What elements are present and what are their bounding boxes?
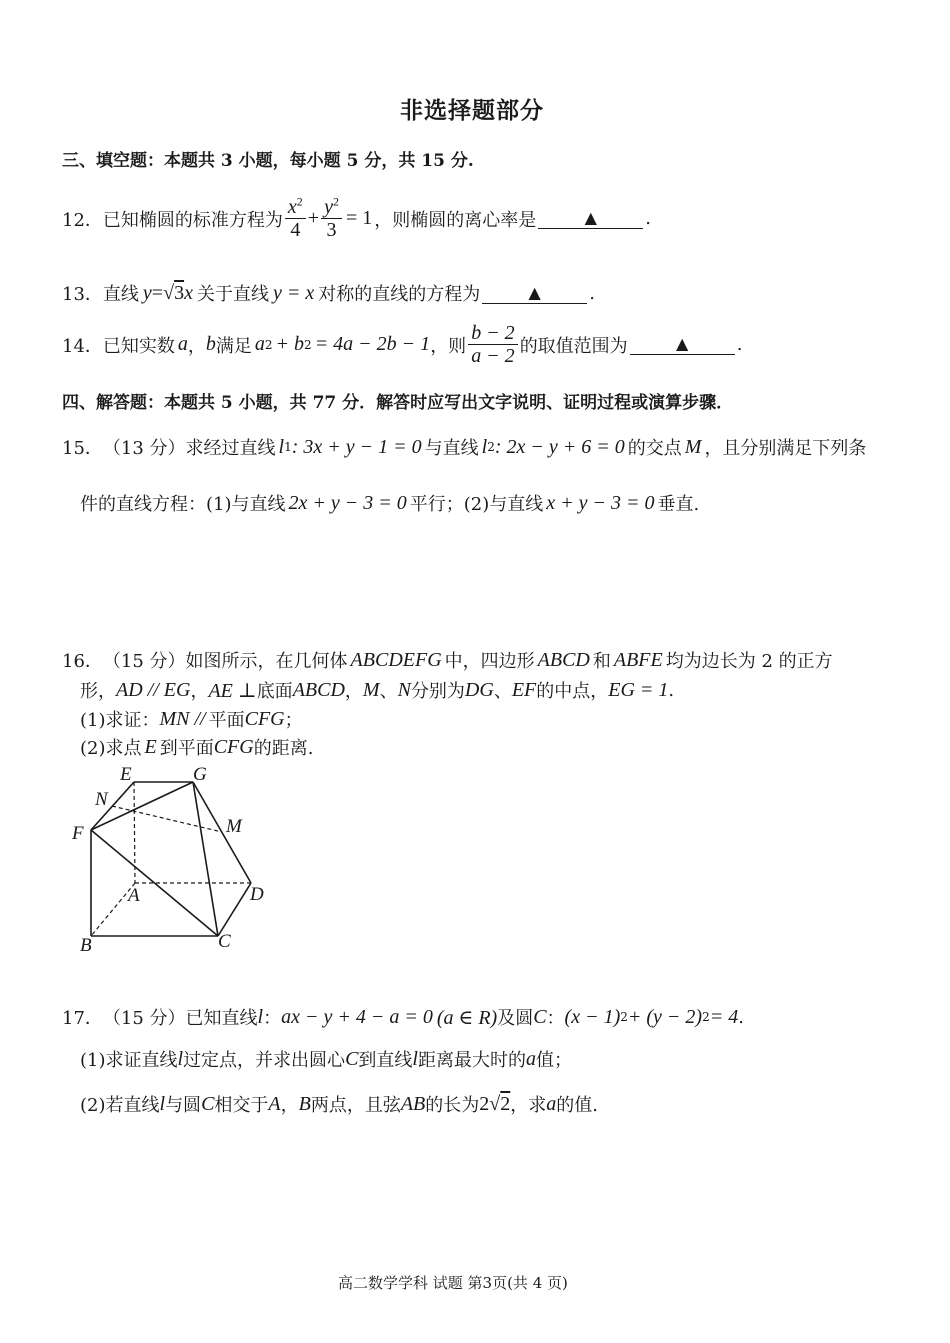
q15-line2-text-a: 件的直线方程：(1)与直线 — [80, 494, 286, 515]
q17-end: . — [738, 1006, 744, 1028]
q17-p2-l: l — [159, 1092, 166, 1115]
q15-text-d: ，且分别满足下列条 — [704, 438, 867, 459]
q17-p2-B: B — [298, 1092, 311, 1115]
q17-text-d: ： — [546, 1008, 565, 1029]
q17-score: （15 分） — [102, 1008, 186, 1029]
q17-p1-C: C — [345, 1047, 359, 1070]
q17-p1-a: (1)求证直线 — [80, 1050, 178, 1071]
q16-score: （15 分） — [102, 651, 186, 672]
geometry-figure — [60, 760, 280, 960]
q12-text-b: ，则椭圆的离心率是 — [374, 209, 537, 231]
label-C: C — [218, 931, 231, 952]
q14-frac-num: b − 2 — [471, 322, 515, 344]
question-17-part-1 — [80, 1046, 572, 1072]
q15-text-a: 求经过直线 — [185, 438, 276, 459]
q17-p2-len-pre: 2 — [479, 1092, 490, 1115]
q16-l2-a: 形， — [80, 681, 116, 702]
label-A: A — [128, 885, 140, 906]
q14-answer-blank[interactable]: ▲ — [630, 334, 735, 355]
q12-eq: = 1 — [345, 207, 373, 229]
q16-l2-h: 的中点， — [536, 681, 609, 702]
q12-frac-x — [285, 196, 306, 241]
section-3-heading: 三、填空题：本题共 3 小题，每小题 5 分，共 15 分. — [62, 151, 474, 171]
q12-plus: + — [307, 207, 320, 229]
q16-p1-b: 平面 — [208, 710, 245, 731]
q14-cond-b: + b — [275, 333, 305, 355]
q16-p1-expr: MN // — [159, 707, 206, 730]
q12-den-4: 4 — [290, 219, 301, 241]
question-17-line-1: 17． （15 分） 已知直线 l ： ax − y + 4 − a = 0 (a ∈ R) 及圆 C ： (x − 1) 2 + (y − 2) 2 = 4 . — [62, 1005, 744, 1029]
q16-N: N — [397, 678, 411, 701]
q16-p2-b: 到平面 — [159, 738, 214, 759]
q16-p1-plane: CFG — [244, 707, 285, 730]
label-N: N — [95, 789, 108, 810]
q14-number: 14． — [62, 335, 103, 357]
q15-text-c: 的交点 — [627, 438, 682, 459]
question-16-part-1 — [80, 706, 303, 732]
q15-l2: l — [481, 435, 488, 458]
q16-M: M — [362, 678, 380, 701]
q17-p2-h: 的值. — [556, 1095, 598, 1116]
q13-end: . — [589, 282, 595, 304]
q15-line2-text-b: 平行；(2)与直线 — [409, 494, 544, 515]
q16-l2-b: ， — [190, 681, 209, 702]
q14-b: b — [205, 333, 216, 355]
q16-l2-g: 、 — [493, 681, 512, 702]
edge-DC — [218, 883, 251, 936]
q17-p2-len-sqrt: √ — [489, 1092, 501, 1115]
q16-quad-2: ABFE — [613, 648, 663, 671]
edge-EA-hidden — [134, 782, 135, 883]
q16-solid: ABCDEFG — [350, 648, 442, 671]
q12-x-sq: 2 — [296, 194, 303, 209]
q17-circle-a: (x − 1) — [564, 1005, 621, 1028]
q14-frac-den: a − 2 — [471, 345, 515, 367]
segment-NM-hidden — [112, 806, 222, 832]
q12-number: 12． — [62, 209, 103, 231]
q14-cond-rest: = 4a − 2b − 1 — [314, 333, 431, 355]
q12-answer-blank[interactable]: ▲ — [538, 208, 643, 229]
q17-circle-b: + (y − 2) — [627, 1005, 703, 1028]
q13-text-b: 关于直线 — [196, 284, 269, 305]
question-14: 14． 已知实数 a ， b 满足 a 2 + b 2 = 4a − 2b − 1 ，则 $\frac{b - 2}{a - 2}$ 的取值范围为 ▲ . — [62, 322, 743, 367]
q17-C: C — [533, 1005, 547, 1028]
label-B: B — [80, 935, 92, 956]
q16-l2-d: ， — [344, 681, 363, 702]
q17-text-b: ： — [263, 1008, 282, 1029]
q16-p1-a: (1)求证： — [80, 710, 160, 731]
q16-l2-f: 分别为 — [410, 681, 465, 702]
q17-l: l — [257, 1005, 264, 1028]
q16-l2-e: 、 — [379, 681, 398, 702]
q14-text-c: ，则 — [430, 335, 467, 357]
q15-number: 15． — [62, 438, 103, 459]
q15-l1: l — [278, 435, 285, 458]
q14-fraction — [468, 322, 518, 367]
q17-number: 17． — [62, 1008, 103, 1029]
q17-text-c: 及圆 — [497, 1008, 534, 1029]
q17-p2-a: (2)若直线 — [80, 1095, 160, 1116]
q17-p1-d: 距离最大时的 — [417, 1050, 526, 1071]
q17-p2-a-var: a — [546, 1092, 557, 1115]
question-13 — [62, 280, 595, 306]
q15-M: M — [684, 435, 702, 458]
q13-sqrt-value: 3 — [174, 281, 185, 304]
q16-p2-plane: CFG — [213, 735, 254, 758]
question-16-line-2 — [80, 677, 674, 703]
q17-p2-b: 与圆 — [165, 1095, 202, 1116]
q16-base: ABCD — [292, 678, 345, 701]
q16-EG: EG = 1 — [608, 678, 669, 701]
q17-p2-AB: AB — [400, 1092, 426, 1115]
label-D: D — [250, 884, 264, 905]
q12-text-a: 已知椭圆的标准方程为 — [102, 209, 283, 231]
q16-perp: AE ⊥ — [208, 679, 257, 702]
q13-text-c: 对称的直线的方程为 — [318, 284, 481, 305]
q17-p1-l: l — [177, 1047, 184, 1070]
q12-frac-y — [321, 196, 342, 241]
q13-eq2: y = x — [272, 281, 315, 304]
q12-den-3: 3 — [326, 219, 337, 241]
label-E: E — [120, 764, 132, 785]
q17-p2-d: ， — [280, 1095, 299, 1116]
q12-end: . — [645, 208, 651, 229]
q17-p2-e: 两点，且弦 — [310, 1095, 401, 1116]
q15-score: （13 分） — [102, 438, 186, 459]
q12-x: x — [287, 196, 297, 218]
q16-EF: EF — [511, 678, 537, 701]
q13-x: x — [184, 281, 193, 304]
question-15-line-1: 15． （13 分） 求经过直线 l 1 : 3x + y − 1 = 0 与直线 l 2 : 2x − y + 6 = 0 的交点 M ，且分别满足下列条 — [62, 435, 867, 459]
q12-y-sq: 2 — [332, 194, 339, 209]
q17-text-a: 已知直线 — [185, 1008, 258, 1029]
q17-line-eq: ax − y + 4 − a = 0 — [281, 1005, 433, 1028]
q16-quad-1: ABCD — [537, 648, 590, 671]
q17-p2-g: ，求 — [510, 1095, 547, 1116]
q16-parallel: AD // EG — [116, 678, 191, 701]
question-15-line-2 — [80, 490, 699, 516]
q17-p2-C: C — [201, 1092, 215, 1115]
q15-line2-text-c: 垂直. — [657, 494, 700, 515]
q15-perp-eq: x + y − 3 = 0 — [546, 491, 655, 514]
q13-number: 13． — [62, 284, 103, 305]
q14-text-a: 已知实数 — [102, 335, 175, 357]
q17-p1-e: 值； — [535, 1050, 572, 1071]
q17-p1-c: 到直线 — [358, 1050, 413, 1071]
q16-l2-c: 底面 — [256, 681, 293, 702]
q16-number: 16． — [62, 651, 103, 672]
q15-line1-eq: : 3x + y − 1 = 0 — [291, 435, 422, 458]
q16-text-b: 中，四边形 — [444, 651, 535, 672]
q14-end: . — [736, 334, 743, 355]
q16-p1-c: ； — [284, 710, 303, 731]
label-G: G — [193, 764, 207, 785]
q16-l2-i: . — [668, 679, 675, 701]
question-16-line-1 — [62, 647, 833, 673]
question-12 — [62, 196, 651, 241]
q16-text-c: 和 — [592, 651, 611, 672]
q12-y: y — [324, 196, 333, 218]
q15-line2-eq: : 2x − y + 6 = 0 — [494, 435, 625, 458]
q16-p2-E: E — [144, 735, 157, 758]
q16-text-a: 如图所示，在几何体 — [185, 651, 348, 672]
q14-comma: ， — [187, 335, 206, 357]
q16-p2-c: 的距离. — [253, 738, 314, 759]
q16-text-d: 均为边长为 2 的正方 — [665, 651, 833, 672]
q17-p2-c: 相交于 — [214, 1095, 269, 1116]
q17-p1-l2: l — [412, 1047, 418, 1070]
section-4-heading: 四、解答题：本题共 5 小题，共 77 分．解答时应写出文字说明、证明过程或演算步骤． — [62, 393, 734, 413]
q13-y: y — [142, 281, 152, 304]
page-title: 非选择题部分 — [400, 97, 544, 124]
q14-text-d: 的取值范围为 — [519, 335, 628, 357]
label-F: F — [72, 823, 84, 844]
q14-text-b: 满足 — [215, 335, 252, 357]
q13-text-a: 直线 — [102, 284, 139, 305]
q16-p2-a: (2)求点 — [80, 738, 142, 759]
q17-circle-c: = 4 — [709, 1005, 739, 1028]
question-16-part-2 — [80, 734, 313, 760]
q14-cond-a: a — [254, 333, 265, 355]
question-17-part-2 — [80, 1091, 598, 1117]
label-M: M — [226, 816, 242, 837]
q17-p1-a-var: a — [525, 1047, 536, 1070]
q13-eq-sign: = — [151, 281, 164, 304]
page-footer: 高二数学学科 试题 第3页(共 4 页) — [338, 1274, 568, 1292]
q16-DG: DG — [464, 678, 494, 701]
q17-p2-A: A — [268, 1092, 281, 1115]
q17-cond: (a ∈ R) — [436, 1006, 498, 1029]
q13-sqrt-sign: √ — [163, 281, 175, 304]
q15-parallel-eq: 2x + y − 3 = 0 — [288, 491, 407, 514]
q17-p2-f: 的长为 — [425, 1095, 480, 1116]
q13-answer-blank[interactable]: ▲ — [482, 283, 587, 304]
q17-p1-b: 过定点，并求出圆心 — [183, 1050, 346, 1071]
q14-a: a — [177, 333, 188, 355]
q17-p2-len-val: 2 — [500, 1092, 511, 1115]
q15-text-b: 与直线 — [424, 438, 479, 459]
